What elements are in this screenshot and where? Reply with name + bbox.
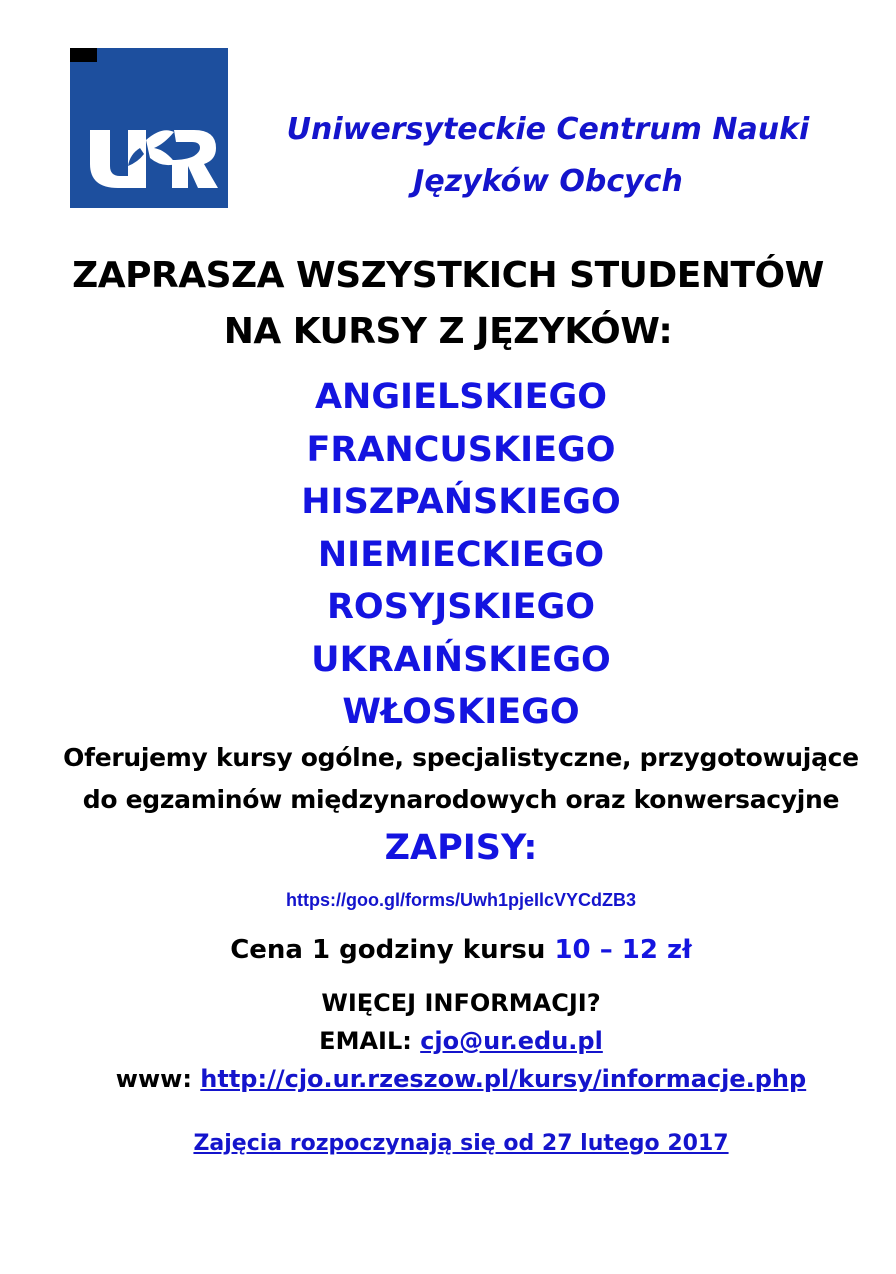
- institution-name-line1: Uniwersyteckie Centrum Nauki: [286, 112, 810, 147]
- registration-heading: ZAPISY:: [384, 828, 538, 868]
- university-logo: [70, 48, 228, 208]
- start-notice: [0, 1126, 896, 1162]
- email-row: [0, 1022, 896, 1060]
- price-value: 10 – 12 zł: [554, 935, 692, 965]
- invitation-line1: ZAPRASZA WSZYSTKICH STUDENTÓW: [72, 255, 824, 296]
- ur-emblem-icon: [70, 48, 228, 208]
- www-link[interactable]: http://cjo.ur.rzeszow.pl/kursy/informacje.php: [200, 1065, 807, 1093]
- offer-line1: Oferujemy kursy ogólne, specjalistyczne, przygotowujące: [63, 743, 859, 772]
- language-item: NIEMIECKIEGO: [317, 534, 605, 575]
- offer-description: [0, 737, 896, 821]
- language-item: ANGIELSKIEGO: [314, 377, 608, 417]
- start-notice-link[interactable]: Zajęcia rozpoczynają się od 27 lutego 2017: [193, 1131, 729, 1156]
- invitation-heading: [0, 248, 896, 360]
- language-item: WŁOSKIEGO: [342, 692, 580, 732]
- contact-heading: WIĘCEJ INFORMACJI?: [321, 989, 601, 1017]
- email-link[interactable]: cjo@ur.edu.pl: [420, 1027, 603, 1055]
- offer-line2: do egzaminów międzynarodowych oraz konwersacyjne: [82, 785, 840, 814]
- email-label: EMAIL:: [319, 1027, 421, 1055]
- languages-list: [0, 371, 896, 739]
- contact-info: [0, 984, 896, 1098]
- institution-name-line2: Języków Obcych: [413, 164, 683, 199]
- language-item: FRANCUSKIEGO: [306, 429, 616, 470]
- institution-name: [248, 104, 848, 208]
- course-price: [0, 928, 896, 972]
- www-row: [0, 1060, 896, 1098]
- price-label: Cena 1 godziny kursu: [230, 935, 555, 965]
- invitation-line2: NA KURSY Z JĘZYKÓW:: [223, 311, 673, 352]
- language-item: ROSYJSKIEGO: [326, 587, 596, 627]
- language-item: HISZPAŃSKIEGO: [301, 482, 621, 522]
- language-item: UKRAIŃSKIEGO: [311, 639, 611, 680]
- registration-form-link[interactable]: https://goo.gl/forms/Uwh1pjeIlcVYCdZB3: [285, 890, 636, 910]
- www-label: www:: [115, 1065, 201, 1093]
